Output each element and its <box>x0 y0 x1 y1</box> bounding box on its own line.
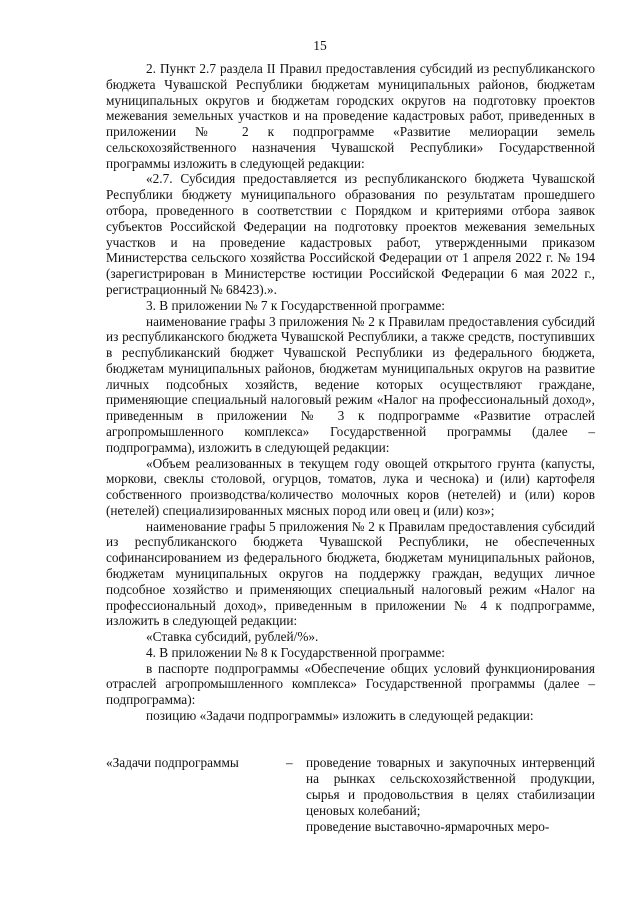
paragraph-item-2: 2. Пункт 2.7 раздела II Правил предоставления субсидий из республиканского бюджета Чувашской Республики бюджетам муниципальных районов, бюджетам муниципальных округов и бюджетам городских округов на подготовку проектов межевания земельных участков и на проведение кадастровых работ, приведенных в приложении № 2 к подпрограмме «Развитие мелиорации земель сельскохозяйственного назначения Чувашской Республики» Государственной программы изложить в следующей редакции: <box>106 61 595 171</box>
tasks-table-row <box>106 755 595 834</box>
paragraph-item-4: 4. В приложении № 8 к Государственной программе: <box>146 644 446 660</box>
paragraph-quoted-volume: «Объем реализованных в текущем году овощей открытого грунта (капусты, моркови, свеклы столовой, огурцов, томатов, лука и чеснока) и (или) картофеля собственного производства/количество молочных коров (нетелей) и (или) коров (нетелей) специализированных мясных пород или овец и (или) коз»; <box>106 455 595 518</box>
tasks-dash: – <box>286 755 293 771</box>
paragraph-quoted-2-7: «2.7. Субсидия предоставляется из республиканского бюджета Чувашской Республики бюджету муниципального образования по результатам прошедшего отбора, проведенного в соответствии с Порядком и критериями отбора заявок субъектов Российской Федерации на подготовку проектов межевания земельных участков и на проведение кадастровых работ, утвержденными приказом Министерства сельского хозяйства Российской Федерации от 1 апреля 2022 г. № 194 (зарегистрирован в Министерстве юстиции Российской Федерации 6 мая 2022 г., регистрационный № 68423).». <box>106 171 595 297</box>
tasks-list <box>306 755 595 834</box>
tasks-label: «Задачи подпрограммы <box>106 755 239 771</box>
document-body <box>106 61 595 834</box>
paragraph-passport: в паспорте подпрограммы «Обеспечение общих условий функционирования отраслей агропромышленного комплекса» Государственной программы (далее – подпрограмма): <box>106 660 595 708</box>
paragraph-column-3-name: наименование графы 3 приложения № 2 к Правилам предоставления субсидий из республиканского бюджета Чувашской Республики, а также средств, поступивших в республиканский бюджет Чувашской Республики из федерального бюджета, бюджетам муниципальных районов, бюджетам муниципальных округов на развитие личных подсобных хозяйств, ведение которых осуществляют граждане, применяющие специальный налоговый режим «Налог на профессиональный доход», приведенным в приложении № 3 к подпрограмме «Развитие отраслей агропромышленного комплекса» Государственной программы (далее – подпрограмма), изложить в следующей редакции: <box>106 313 595 455</box>
paragraph-quoted-rate: «Ставка субсидий, рублей/%». <box>146 629 319 645</box>
spacer <box>106 724 595 740</box>
task-item: проведение выставочно-ярмарочных меро- <box>306 818 550 834</box>
spacer <box>106 740 595 756</box>
paragraph-item-3: 3. В приложении № 7 к Государственной программе: <box>146 297 446 313</box>
paragraph-column-5-name: наименование графы 5 приложения № 2 к Правилам предоставления субсидий из республиканского бюджета Чувашской Республики, не обеспеченных софинансированием из федерального бюджета, бюджетам муниципальных районов, бюджетам муниципальных округов на поддержку граждан, ведущих личное подсобное хозяйство и применяющих специальный налоговый режим «Налог на профессиональный доход», приведенным в приложении № 4 к подпрограмме, изложить в следующей редакции: <box>106 518 595 629</box>
page-number: 15 <box>313 38 327 53</box>
paragraph-tasks-position: позицию «Задачи подпрограммы» изложить в следующей редакции: <box>146 708 534 724</box>
task-item: проведение товарных и закупочных интервенций на рынках сельскохозяйственной продукции, сырья и продовольствия в целях стабилизации ценовых колебаний; <box>306 755 595 818</box>
